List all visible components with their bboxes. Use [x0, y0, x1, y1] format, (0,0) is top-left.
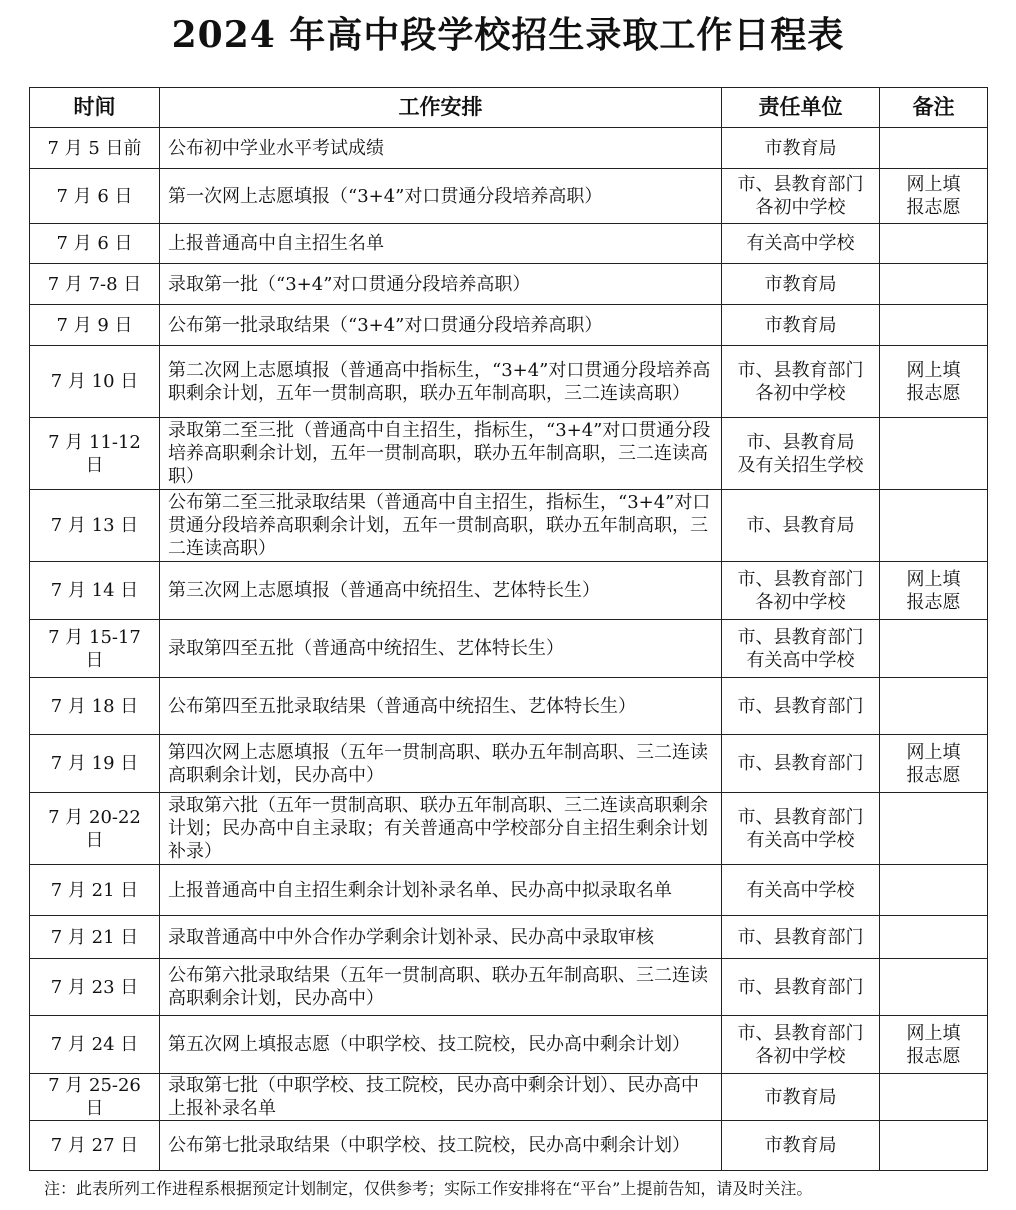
table-row	[30, 620, 988, 678]
cell-task: 第二次网上志愿填报（普通高中指标生，“3+4”对口贯通分段培养高职剩余计划，五年一贯制高职，联办五年制高职，三二连读高职）	[160, 346, 722, 418]
note-line: 报志愿	[906, 1045, 961, 1067]
table-row	[30, 224, 988, 264]
cell-task: 录取普通高中中外合作办学剩余计划补录、民办高中录取审核	[160, 916, 722, 959]
note-line: 网上填	[906, 568, 961, 590]
cell-time: 7 月 19 日	[30, 735, 160, 793]
unit-line: 市、县教育局	[746, 515, 855, 536]
cell-time: 7 月 21 日	[30, 865, 160, 916]
unit-line: 有关高中学校	[746, 649, 855, 671]
cell-note	[880, 418, 988, 490]
unit-line: 市教育局	[764, 273, 837, 295]
cell-time: 7 月 18 日	[30, 678, 160, 735]
cell-time: 7 月 25-26 日	[30, 1074, 160, 1121]
cell-unit	[722, 1074, 880, 1121]
cell-time: 7 月 24 日	[30, 1016, 160, 1074]
header-time: 时间	[30, 88, 160, 128]
unit-line: 市、县教育部门	[737, 568, 864, 590]
unit-line: 有关高中学校	[746, 829, 855, 851]
cell-time: 7 月 11-12 日	[30, 418, 160, 490]
cell-note	[880, 169, 988, 224]
cell-time: 7 月 6 日	[30, 224, 160, 264]
cell-note	[880, 346, 988, 418]
table-row	[30, 562, 988, 620]
unit-line: 市、县教育部门	[737, 753, 864, 774]
cell-note	[880, 490, 988, 562]
cell-time: 7 月 9 日	[30, 305, 160, 346]
table-row	[30, 346, 988, 418]
cell-task: 第五次网上填报志愿（中职学校、技工院校，民办高中剩余计划）	[160, 1016, 722, 1074]
cell-note	[880, 735, 988, 793]
cell-time: 7 月 13 日	[30, 490, 160, 562]
cell-note	[880, 793, 988, 865]
cell-task: 录取第七批（中职学校、技工院校，民办高中剩余计划）、民办高中上报补录名单	[160, 1074, 722, 1121]
page-title: 2024 年高中段学校招生录取工作日程表	[171, 14, 845, 56]
cell-time: 7 月 10 日	[30, 346, 160, 418]
unit-line: 各初中学校	[755, 1045, 846, 1067]
unit-line: 市、县教育部门	[737, 695, 864, 717]
cell-task: 上报普通高中自主招生剩余计划补录名单、民办高中拟录取名单	[160, 865, 722, 916]
cell-time: 7 月 20-22 日	[30, 793, 160, 865]
table-row	[30, 305, 988, 346]
unit-line: 市、县教育部门	[737, 174, 864, 195]
unit-line: 市教育局	[764, 1086, 837, 1108]
cell-unit	[722, 1121, 880, 1171]
footnote: 注：此表所列工作进程系根据预定计划制定，仅供参考；实际工作安排将在“平台”上提前告知，请及时关注。	[44, 1179, 813, 1198]
unit-line: 有关高中学校	[746, 879, 855, 901]
table-row	[30, 128, 988, 169]
cell-note	[880, 678, 988, 735]
unit-line: 市、县教育部门	[737, 976, 864, 998]
unit-line: 市教育局	[764, 1135, 837, 1156]
cell-task: 第四次网上志愿填报（五年一贯制高职、联办五年制高职、三二连读高职剩余计划，民办高中）	[160, 735, 722, 793]
cell-time: 7 月 23 日	[30, 959, 160, 1016]
cell-unit	[722, 224, 880, 264]
cell-unit	[722, 305, 880, 346]
table-row	[30, 1016, 988, 1074]
table-row	[30, 735, 988, 793]
cell-unit	[722, 264, 880, 305]
unit-line: 市、县教育局	[746, 431, 855, 453]
note-line: 报志愿	[906, 591, 961, 613]
table-row	[30, 418, 988, 490]
cell-note	[880, 562, 988, 620]
cell-time: 7 月 6 日	[30, 169, 160, 224]
unit-line: 市、县教育部门	[737, 806, 864, 828]
cell-time: 7 月 14 日	[30, 562, 160, 620]
unit-line: 市、县教育部门	[737, 626, 864, 648]
unit-line: 及有关招生学校	[737, 454, 864, 476]
cell-note	[880, 1074, 988, 1121]
cell-unit	[722, 865, 880, 916]
note-line: 网上填	[906, 359, 961, 381]
header-note: 备注	[880, 88, 988, 128]
cell-note	[880, 128, 988, 169]
cell-unit	[722, 418, 880, 490]
cell-time: 7 月 7-8 日	[30, 264, 160, 305]
cell-note	[880, 865, 988, 916]
cell-unit	[722, 916, 880, 959]
cell-note	[880, 264, 988, 305]
cell-unit	[722, 490, 880, 562]
cell-note	[880, 1121, 988, 1171]
cell-task: 录取第四至五批（普通高中统招生、艺体特长生）	[160, 620, 722, 678]
cell-task: 录取第一批（“3+4”对口贯通分段培养高职）	[160, 264, 722, 305]
cell-time: 7 月 5 日前	[30, 128, 160, 169]
cell-unit	[722, 1016, 880, 1074]
table-row	[30, 1121, 988, 1171]
unit-line: 市、县教育部门	[737, 1022, 864, 1044]
unit-line: 各初中学校	[755, 197, 846, 218]
cell-unit	[722, 346, 880, 418]
cell-time: 7 月 27 日	[30, 1121, 160, 1171]
cell-time: 7 月 21 日	[30, 916, 160, 959]
unit-line: 各初中学校	[755, 591, 846, 613]
header-row	[30, 88, 988, 128]
header-unit: 责任单位	[722, 88, 880, 128]
table-row	[30, 169, 988, 224]
note-line: 报志愿	[906, 764, 961, 786]
unit-line: 市、县教育部门	[737, 926, 864, 948]
cell-unit	[722, 562, 880, 620]
cell-task: 录取第六批（五年一贯制高职、联办五年制高职、三二连读高职剩余计划；民办高中自主录取；有关普通高中学校部分自主招生剩余计划补录）	[160, 793, 722, 865]
schedule-table	[29, 87, 988, 1171]
cell-task: 公布第一批录取结果（“3+4”对口贯通分段培养高职）	[160, 305, 722, 346]
cell-unit	[722, 620, 880, 678]
cell-task: 公布第七批录取结果（中职学校、技工院校，民办高中剩余计划）	[160, 1121, 722, 1171]
cell-unit	[722, 959, 880, 1016]
table-row	[30, 1074, 988, 1121]
cell-note	[880, 959, 988, 1016]
cell-task: 公布第二至三批录取结果（普通高中自主招生，指标生，“3+4”对口贯通分段培养高职剩余计划，五年一贯制高职，联办五年制高职，三二连读高职）	[160, 490, 722, 562]
cell-note	[880, 1016, 988, 1074]
unit-line: 各初中学校	[755, 382, 846, 404]
note-line: 网上填	[906, 1022, 961, 1044]
cell-unit	[722, 735, 880, 793]
cell-unit	[722, 128, 880, 169]
unit-line: 市教育局	[764, 314, 837, 336]
cell-task: 公布初中学业水平考试成绩	[160, 128, 722, 169]
cell-note	[880, 620, 988, 678]
unit-line: 有关高中学校	[746, 233, 855, 254]
cell-task: 公布第四至五批录取结果（普通高中统招生、艺体特长生）	[160, 678, 722, 735]
cell-time: 7 月 15-17 日	[30, 620, 160, 678]
cell-unit	[722, 678, 880, 735]
cell-task: 第一次网上志愿填报（“3+4”对口贯通分段培养高职）	[160, 169, 722, 224]
table-row	[30, 793, 988, 865]
unit-line: 市教育局	[764, 137, 837, 159]
cell-task: 录取第二至三批（普通高中自主招生，指标生，“3+4”对口贯通分段培养高职剩余计划，五年一贯制高职，联办五年制高职，三二连读高职）	[160, 418, 722, 490]
note-line: 报志愿	[906, 382, 961, 404]
table-row	[30, 490, 988, 562]
table-row	[30, 959, 988, 1016]
table-row	[30, 865, 988, 916]
cell-note	[880, 916, 988, 959]
header-task: 工作安排	[160, 88, 722, 128]
cell-note	[880, 224, 988, 264]
cell-task: 上报普通高中自主招生名单	[160, 224, 722, 264]
cell-task: 第三次网上志愿填报（普通高中统招生、艺体特长生）	[160, 562, 722, 620]
note-line: 网上填	[906, 741, 961, 763]
table-row	[30, 678, 988, 735]
unit-line: 市、县教育部门	[737, 359, 864, 381]
cell-note	[880, 305, 988, 346]
table-row	[30, 916, 988, 959]
cell-task: 公布第六批录取结果（五年一贯制高职、联办五年制高职、三二连读高职剩余计划，民办高中）	[160, 959, 722, 1016]
note-line: 报志愿	[906, 197, 961, 218]
note-line: 网上填	[906, 174, 961, 195]
cell-unit	[722, 793, 880, 865]
cell-unit	[722, 169, 880, 224]
table-row	[30, 264, 988, 305]
